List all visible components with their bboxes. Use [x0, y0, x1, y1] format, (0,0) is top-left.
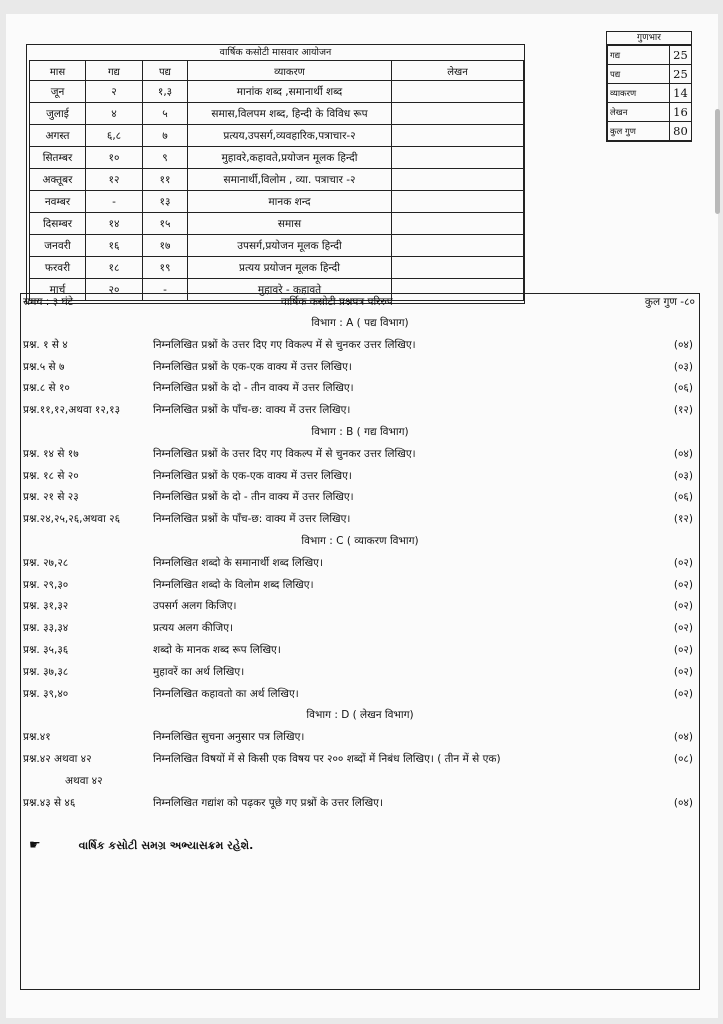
marks-label: पद्य: [608, 65, 670, 84]
monthly-plan-row: [30, 169, 524, 191]
marks-row: [608, 122, 692, 141]
question-row: [21, 403, 699, 423]
cell-month: सितम्बर: [30, 147, 86, 169]
question-text: उपसर्ग अलग किजिए।: [153, 600, 237, 613]
marks-label: कुल गुण: [608, 122, 670, 141]
question-row: [21, 338, 699, 358]
question-marks: (०४): [673, 731, 693, 744]
question-marks: (०३): [673, 469, 693, 482]
cell-writing: [392, 169, 524, 191]
question-marks: (०८): [673, 753, 693, 765]
question-text: निम्नलिखित प्रश्नों के पाँच-छ: वाक्य में उत्तर लिखिए।: [153, 404, 351, 417]
scrollbar-thumb[interactable]: [715, 109, 720, 214]
question-marks: (०२): [673, 600, 693, 613]
marks-weightage-box: [606, 31, 692, 142]
question-row: [21, 490, 699, 510]
question-row: [21, 556, 699, 576]
monthly-plan-row: [30, 235, 524, 257]
cell-month: नवम्बर: [30, 191, 86, 213]
section-title: विभाग : B ( गद्य विभाग): [311, 426, 409, 438]
marks-value: 25: [670, 46, 692, 65]
question-number: प्रश्न.११,१२,अथवा १२,१३: [23, 404, 121, 417]
cell-writing: [392, 103, 524, 125]
question-text: निम्नलिखित सुचना अनुसार पत्र लिखिए।: [153, 731, 305, 744]
question-number: प्रश्न. २९,३०: [23, 578, 69, 591]
question-text: निम्नलिखित प्रश्नों के दो - तीन वाक्य में उत्तर लिखिए।: [153, 382, 354, 395]
monthly-plan-row: [30, 81, 524, 103]
section-title: विभाग : A ( पद्य विभाग): [311, 317, 409, 329]
section-title: विभाग : C ( व्याकरण विभाग): [301, 535, 419, 547]
cell-prose: २: [86, 81, 143, 103]
cell-month: जून: [30, 81, 86, 103]
question-number: प्रश्न. ३१,३२: [23, 600, 69, 613]
question-number: प्रश्न. ३५,३६: [23, 644, 69, 656]
marks-value: 16: [670, 103, 692, 122]
question-row: [21, 447, 699, 467]
cell-poetry: १५: [143, 213, 188, 235]
question-row: [21, 643, 699, 663]
question-text: निम्नलिखित प्रश्नों के पाँच-छ: वाक्य में उत्तर लिखिए।: [153, 513, 351, 526]
cell-grammar: मुहावरे - कहावते: [188, 279, 392, 301]
cell-poetry: १,३: [143, 81, 188, 103]
question-row: [21, 665, 699, 685]
cell-grammar: मुहावरे,कहावते,प्रयोजन मूलक हिन्दी: [188, 147, 392, 169]
cell-grammar: उपसर्ग,प्रयोजन मूलक हिन्दी: [188, 235, 392, 257]
question-text: प्रत्यय अलग कीजिए।: [153, 622, 234, 635]
marks-value: 14: [670, 84, 692, 103]
marks-value: 25: [670, 65, 692, 84]
total-marks: कुल गुण -८०: [644, 296, 695, 308]
monthly-plan-row: [30, 213, 524, 235]
cell-writing: [392, 191, 524, 213]
cell-poetry: ९: [143, 147, 188, 169]
monthly-plan-title: वार्षिक कसोटी मासवार आयोजन: [219, 47, 332, 58]
pattern-title: वार्षिक कसोटी प्रश्नपत्र परिरुप: [281, 296, 393, 308]
monthly-plan-table: [29, 60, 524, 301]
cell-grammar: प्रत्यय,उपसर्ग,व्यवहारिक,पत्राचार-२: [188, 125, 392, 147]
column-header-grammar: व्याकरण: [188, 61, 392, 81]
question-text: निम्नलिखित प्रश्नों के दो - तीन वाक्य में उत्तर लिखिए।: [153, 491, 354, 504]
question-marks: (०२): [673, 556, 693, 569]
cell-poetry: ७: [143, 125, 188, 147]
question-text: निम्नलिखित शब्दो के विलोम शब्द लिखिए।: [153, 578, 314, 591]
cell-grammar: प्रत्यय प्रयोजन मूलक हिन्दी: [188, 257, 392, 279]
question-row: [21, 578, 699, 598]
monthly-plan-header-row: [30, 61, 524, 81]
cell-prose: २०: [86, 279, 143, 301]
question-row: [21, 381, 699, 401]
question-row: [21, 360, 699, 380]
cell-month: जनवरी: [30, 235, 86, 257]
question-number: प्रश्न. १४ से १७: [23, 447, 79, 460]
column-header-poetry: पद्य: [143, 61, 188, 81]
exam-duration: समय : ३ घंटे: [23, 296, 73, 308]
question-number: प्रश्न. १ से ४: [23, 338, 68, 351]
question-marks: (०२): [673, 687, 693, 700]
marks-value: 80: [670, 122, 692, 141]
monthly-plan-body: [30, 81, 524, 301]
question-row: [21, 599, 699, 619]
monthly-plan-row: [30, 191, 524, 213]
question-text: निम्नलिखित शब्दो के समानार्थी शब्द लिखिए।: [153, 556, 323, 569]
marks-row: [608, 84, 692, 103]
cell-prose: ६,८: [86, 125, 143, 147]
cell-month: मार्च: [30, 279, 86, 301]
cell-writing: [392, 81, 524, 103]
cell-prose: १६: [86, 235, 143, 257]
marks-weightage-title: गुणभार: [607, 32, 691, 45]
question-text: निम्नलिखित प्रश्नों के एक-एक वाक्य में उत्तर लिखिए।: [153, 469, 352, 482]
marks-label: लेखन: [608, 103, 670, 122]
cell-month: दिसम्बर: [30, 213, 86, 235]
monthly-plan-row: [30, 147, 524, 169]
question-text: निम्नलिखित विषयों में से किसी एक विषय पर २०० शब्दों में निबंध लिखिए। ( तीन में से एक): [153, 753, 501, 765]
cell-grammar: मानांक शब्द ,समानार्थी शब्द: [188, 81, 392, 103]
cell-prose: ४: [86, 103, 143, 125]
question-marks: (०२): [673, 644, 693, 656]
question-text: निम्नलिखित प्रश्नों के उत्तर दिए गए विकल्प में से चुनकर उत्तर लिखिए।: [153, 447, 416, 460]
question-number: प्रश्न. २१ से २३: [23, 491, 79, 504]
cell-poetry: ११: [143, 169, 188, 191]
question-marks: (०४): [673, 338, 693, 351]
cell-writing: [392, 257, 524, 279]
question-text: शब्दो के मानक शब्द रूप लिखिए।: [153, 644, 281, 656]
question-marks: (०३): [673, 360, 693, 373]
question-marks: (०४): [673, 796, 693, 809]
marks-row: [608, 65, 692, 84]
question-number: प्रश्न.५ से ७: [23, 360, 65, 373]
cell-grammar: समास: [188, 213, 392, 235]
question-text: निम्नलिखित प्रश्नों के एक-एक वाक्य में उत्तर लिखिए।: [153, 360, 352, 373]
question-marks: (१२): [673, 404, 693, 417]
question-alternate-number: अथवा ४२: [65, 774, 103, 787]
cell-grammar: समास,विलपम शब्द, हिन्दी के विविध रूप: [188, 103, 392, 125]
section-title: विभाग : D ( लेखन विभाग): [306, 709, 414, 722]
cell-writing: [392, 235, 524, 257]
cell-month: अगस्त: [30, 125, 86, 147]
question-number: प्रश्न. ३९,४०: [23, 687, 69, 700]
question-row: [21, 687, 699, 707]
cell-grammar: मानक शन्द: [188, 191, 392, 213]
question-row: [21, 796, 699, 816]
column-header-writing: लेखन: [392, 61, 524, 81]
monthly-plan-row: [30, 257, 524, 279]
pointing-hand-icon: ☛: [29, 838, 41, 853]
cell-prose: १८: [86, 257, 143, 279]
question-marks: (०२): [673, 578, 693, 591]
question-text: निम्नलिखित कहावतो का अर्थ लिखिए।: [153, 687, 299, 700]
question-row: [21, 752, 699, 772]
question-row: [21, 512, 699, 532]
question-marks: (०४): [673, 447, 693, 460]
question-marks: (०६): [673, 382, 693, 395]
syllabus-note: [29, 838, 253, 853]
cell-month: अक्तूबर: [30, 169, 86, 191]
monthly-plan-row: [30, 125, 524, 147]
cell-poetry: १७: [143, 235, 188, 257]
cell-poetry: ५: [143, 103, 188, 125]
cell-poetry: १३: [143, 191, 188, 213]
question-number: प्रश्न.४३ से ४६: [23, 796, 76, 809]
cell-poetry: १९: [143, 257, 188, 279]
question-text: निम्नलिखित गद्यांश को पढ़कर पूछे गए प्रश्नों के उत्तर लिखिए।: [153, 796, 383, 809]
cell-writing: [392, 125, 524, 147]
question-number: प्रश्न. १८ से २०: [23, 469, 79, 482]
marks-weightage-body: [608, 46, 692, 141]
cell-prose: १४: [86, 213, 143, 235]
cell-poetry: -: [143, 279, 188, 301]
question-row: [21, 621, 699, 641]
cell-writing: [392, 147, 524, 169]
question-row: [21, 730, 699, 750]
question-number: प्रश्न.२४,२५,२६,अथवा २६: [23, 513, 121, 526]
question-number: प्रश्न.८ से १०: [23, 382, 70, 395]
pattern-top-border: [21, 293, 699, 294]
question-text: निम्नलिखित प्रश्नों के उत्तर दिए गए विकल्प में से चुनकर उत्तर लिखिए।: [153, 338, 416, 351]
question-number: प्रश्न.४१: [23, 731, 51, 744]
marks-label: गद्य: [608, 46, 670, 65]
cell-prose: १२: [86, 169, 143, 191]
question-text: मुहावरें का अर्थ लिखिए।: [153, 665, 245, 678]
monthly-plan-table-box: [26, 44, 525, 304]
question-marks: (०६): [673, 491, 693, 504]
monthly-plan-row: [30, 103, 524, 125]
question-row: [21, 469, 699, 489]
cell-month: जुलाई: [30, 103, 86, 125]
cell-prose: -: [86, 191, 143, 213]
question-marks: (०२): [673, 622, 693, 635]
document-page: [6, 14, 718, 1018]
marks-label: व्याकरण: [608, 84, 670, 103]
cell-month: फरवरी: [30, 257, 86, 279]
question-marks: (१२): [673, 513, 693, 526]
question-number: प्रश्न. ३३,३४: [23, 622, 69, 635]
column-header-prose: गद्य: [86, 61, 143, 81]
syllabus-note-text: વાર્ષિક કસોટી સમગ્ર અભ્યાસક્રમ રહેશે.: [78, 839, 254, 852]
marks-weightage-table: [607, 45, 692, 141]
cell-grammar: समानार्थी,विलोम , व्या. पत्राचार -२: [188, 169, 392, 191]
paper-pattern-box: [20, 293, 700, 990]
cell-writing: [392, 213, 524, 235]
marks-row: [608, 103, 692, 122]
marks-row: [608, 46, 692, 65]
question-marks: (०२): [673, 665, 693, 678]
question-number: प्रश्न. २७,२८: [23, 556, 69, 569]
cell-prose: १०: [86, 147, 143, 169]
column-header-month: मास: [30, 61, 86, 81]
question-number: प्रश्न. ३७,३८: [23, 665, 69, 678]
question-number: प्रश्न.४२ अथवा ४२: [23, 753, 92, 765]
